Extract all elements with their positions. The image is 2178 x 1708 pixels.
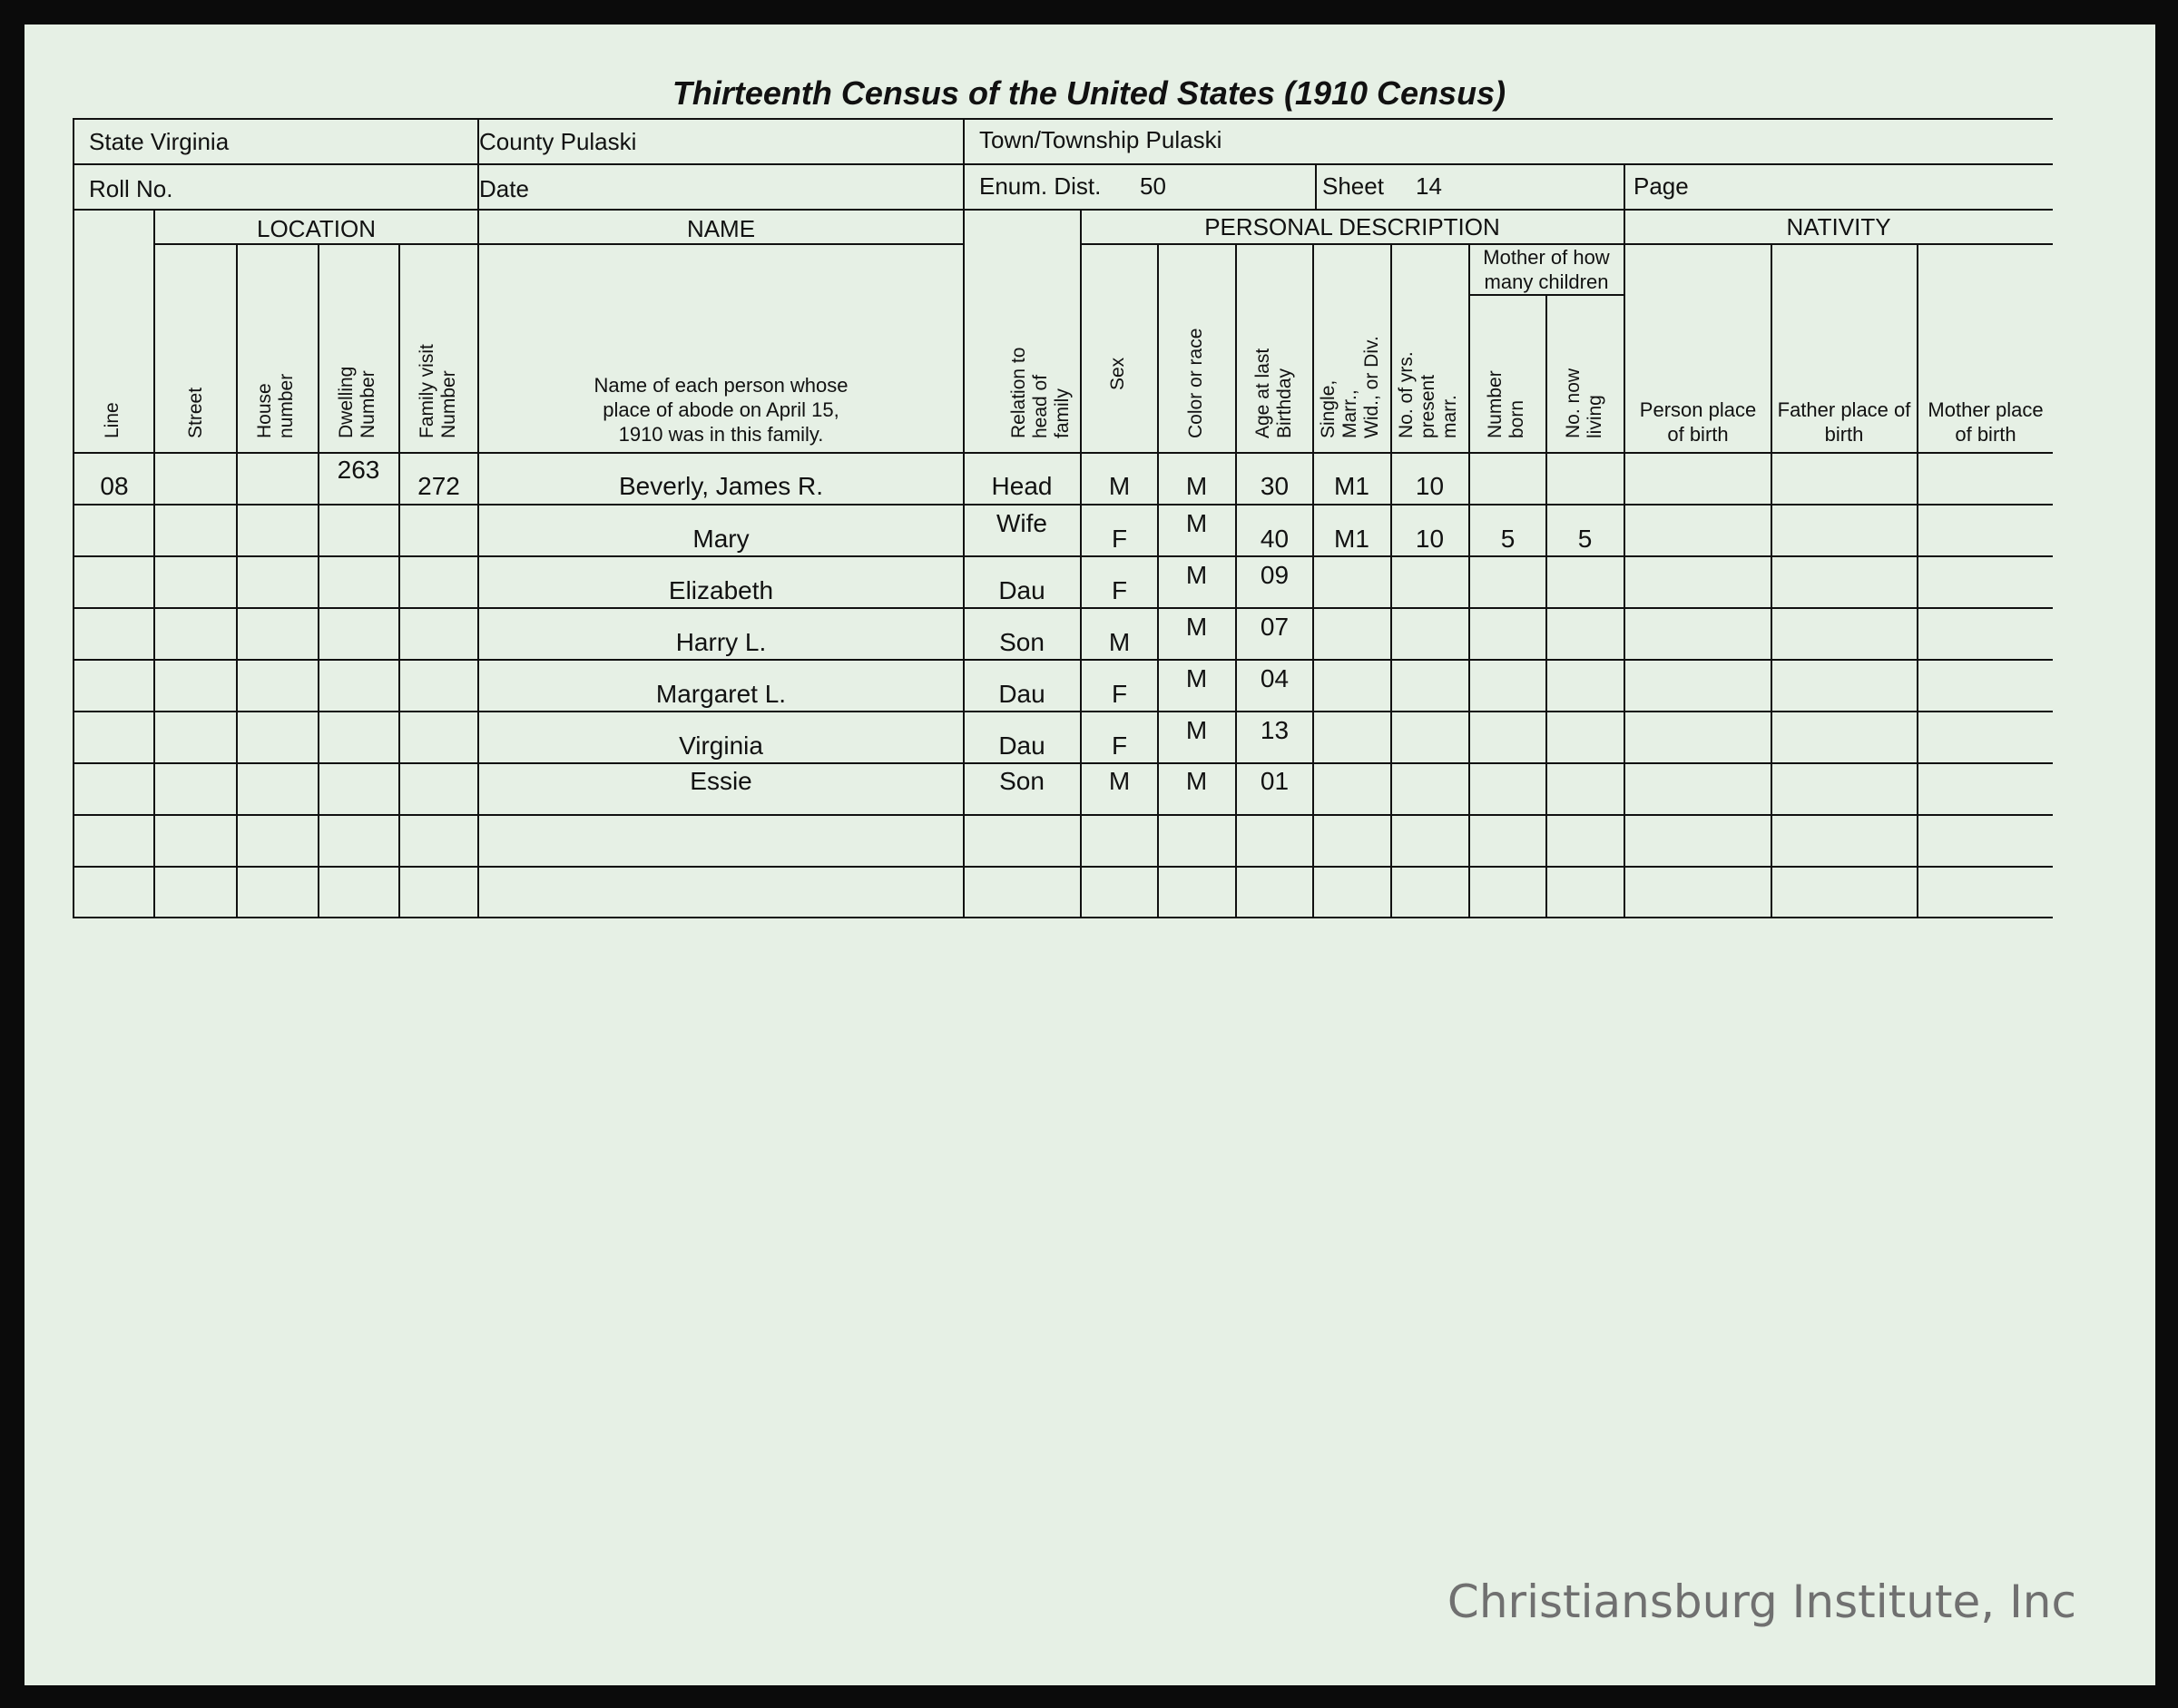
rule (73, 118, 74, 918)
col-family-visit-number: Family visit Number (417, 344, 459, 438)
rule (73, 762, 2053, 764)
cell-name: Harry L. (675, 628, 767, 656)
rule (1315, 163, 1317, 209)
roll-field: Roll No. (89, 175, 173, 202)
col-name: Name of each person whose place of abode on April 15, 1910 was in this family. (594, 374, 849, 446)
cell-sex: F (1111, 731, 1128, 760)
cell-line: 08 (100, 472, 129, 500)
cell-color: M (1185, 472, 1208, 500)
rule (1624, 163, 1625, 918)
col-father-birthplace: Father place of birth (1777, 398, 1911, 446)
col-marital-status: Single, Marr., Wid., or Div. (1318, 336, 1382, 438)
town-field: Town/Township Pulaski (979, 126, 1222, 153)
cell-relation: Wife (996, 509, 1047, 537)
col-color-or-race: Color or race (1185, 328, 1206, 438)
cell-sex: M (1108, 767, 1131, 795)
section-personal-description: PERSONAL DESCRIPTION (1204, 213, 1500, 240)
enum-dist-label: Enum. Dist. (979, 172, 1102, 200)
rule (73, 452, 2053, 454)
cell-name: Margaret L. (655, 680, 787, 708)
col-number-born: Number born (1485, 370, 1527, 438)
rule (154, 243, 478, 245)
cell-age: 01 (1260, 767, 1290, 795)
cell-sex: M (1108, 472, 1131, 500)
cell-years: 10 (1415, 525, 1445, 553)
county-field: County Pulaski (479, 128, 637, 155)
state-field: State Virginia (89, 128, 230, 155)
cell-relation: Dau (998, 576, 1045, 604)
cell-sex: M (1108, 628, 1131, 656)
cell-color: M (1185, 767, 1208, 795)
section-nativity: NATIVITY (1786, 213, 1891, 240)
rule (398, 243, 400, 918)
cell-relation: Head (991, 472, 1053, 500)
col-street: Street (185, 387, 206, 438)
cell-relation: Son (999, 767, 1045, 795)
col-sex: Sex (1107, 357, 1128, 390)
col-house-number: House number (254, 373, 297, 438)
rule (73, 659, 2053, 661)
rule (1080, 209, 1082, 918)
section-location: LOCATION (257, 215, 376, 242)
rule (1771, 243, 1772, 918)
cell-born: 5 (1500, 525, 1516, 553)
col-age: Age at last Birthday (1252, 348, 1295, 438)
cell-sex: F (1111, 525, 1128, 553)
rule (1917, 243, 1918, 918)
rule (73, 607, 2053, 609)
cell-relation: Dau (998, 731, 1045, 760)
cell-age: 07 (1260, 613, 1290, 641)
col-relation-to-head: Relation to head of family (1008, 347, 1073, 438)
rule (478, 243, 964, 245)
rule (73, 814, 2053, 816)
cell-marital: M1 (1334, 472, 1369, 500)
rule (153, 209, 155, 918)
watermark: Christiansburg Institute, Inc (1447, 1575, 2076, 1628)
cell-age: 13 (1260, 716, 1290, 744)
page-field: Page (1634, 172, 1689, 200)
form-title: Thirteenth Census of the United States (1910 Census) (672, 74, 1506, 112)
cell-name: Beverly, James R. (618, 472, 824, 500)
cell-marital: M1 (1334, 525, 1369, 553)
rule (73, 917, 2053, 918)
sheet-label: Sheet (1322, 172, 1384, 200)
cell-name: Essie (690, 767, 752, 795)
cell-name: Elizabeth (668, 576, 774, 604)
rule (73, 711, 2053, 712)
rule (73, 555, 2053, 557)
cell-color: M (1185, 561, 1208, 589)
section-name: NAME (686, 215, 756, 242)
col-line: Line (102, 402, 123, 438)
enum-dist-value: 50 (1140, 172, 1166, 200)
cell-age: 09 (1260, 561, 1290, 589)
rule (73, 118, 2053, 120)
rule (73, 163, 2053, 165)
cell-color: M (1185, 716, 1208, 744)
sheet-value: 14 (1416, 172, 1442, 200)
cell-sex: F (1111, 680, 1128, 708)
cell-dwelling: 263 (337, 456, 380, 484)
cell-name: Mary (692, 525, 750, 553)
col-person-birthplace: Person place of birth (1639, 398, 1757, 446)
cell-family: 272 (417, 472, 460, 500)
col-mother-birthplace: Mother place of birth (1928, 398, 2044, 446)
cell-name: Virginia (679, 731, 763, 760)
date-field: Date (479, 175, 529, 202)
cell-sex: F (1111, 576, 1128, 604)
rule (236, 243, 238, 918)
col-mother-of-children: Mother of how many children (1483, 246, 1610, 293)
rule (1468, 243, 1470, 918)
col-number-living: No. now living (1563, 368, 1605, 438)
cell-age: 04 (1260, 664, 1290, 692)
col-dwelling-number: Dwelling Number (336, 366, 378, 438)
rule (318, 243, 319, 918)
col-years-married: No. of yrs. present marr. (1396, 351, 1460, 438)
cell-relation: Son (999, 628, 1045, 656)
rule (73, 504, 2053, 506)
rule (73, 866, 2053, 868)
cell-color: M (1185, 664, 1208, 692)
cell-age: 40 (1260, 525, 1290, 553)
cell-color: M (1185, 613, 1208, 641)
cell-years: 10 (1415, 472, 1445, 500)
rule (73, 209, 2053, 211)
rule (1545, 294, 1547, 918)
cell-living: 5 (1577, 525, 1593, 553)
cell-relation: Dau (998, 680, 1045, 708)
cell-color: M (1185, 509, 1208, 537)
rule (1390, 243, 1392, 918)
cell-age: 30 (1260, 472, 1290, 500)
